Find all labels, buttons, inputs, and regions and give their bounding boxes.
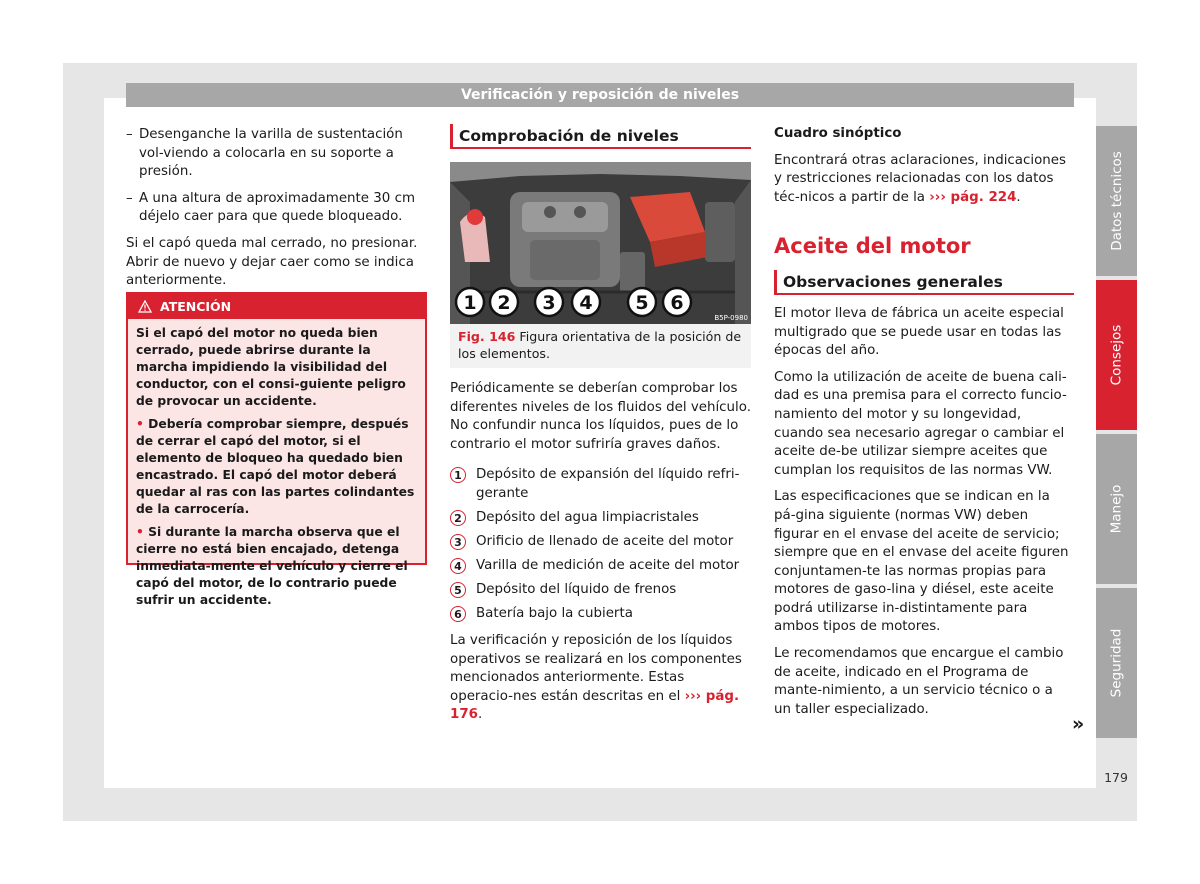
figure-marker-4 bbox=[572, 288, 600, 316]
tab-datos-tecnicos[interactable] bbox=[1096, 126, 1137, 276]
number-marker: 3 bbox=[450, 534, 466, 550]
tab-label: Manejo bbox=[1108, 484, 1125, 534]
list-item bbox=[450, 605, 751, 624]
warning-bullet-text: Si durante la marcha observa que el cierre no está bien encajado, detenga inmediata-mente el vehículo y cierre el capó del motor, de lo contrario puede sufrir un accidente. bbox=[136, 525, 408, 607]
chapter-title: Aceite del motor bbox=[774, 234, 971, 259]
svg-text:4: 4 bbox=[579, 292, 593, 314]
figure-label: Fig. 146 bbox=[458, 329, 516, 344]
tab-label: Seguridad bbox=[1108, 628, 1125, 698]
tab-label: Consejos bbox=[1108, 324, 1125, 386]
warning-intro: Si el capó del motor no queda bien cerrado, puede abrirse durante la marcha impidiendo la visibilidad del conductor, con el consi-guiente peligro de provocar un accidente. bbox=[136, 326, 406, 408]
list-item-text: Depósito de expansión del líquido refri-gerante bbox=[476, 467, 740, 501]
figure-caption bbox=[450, 324, 751, 368]
bullet-marker: • bbox=[136, 525, 144, 539]
warning-title: ATENCIÓN bbox=[160, 298, 232, 314]
page-number: 179 bbox=[1104, 770, 1128, 785]
warning-triangle-icon bbox=[138, 300, 152, 313]
paragraph-end: . bbox=[1016, 189, 1021, 205]
column-left bbox=[126, 126, 427, 299]
tab-seguridad[interactable] bbox=[1096, 588, 1137, 738]
dash-marker: – bbox=[126, 127, 133, 142]
paragraph: Periódicamente se deberían comprobar los diferentes niveles de los fluidos del vehículo. No confundir nunca los líquidos, pues de lo contrario el motor sufriría graves daños. bbox=[450, 381, 751, 452]
page-reference-link[interactable]: ››› pág. 224 bbox=[929, 189, 1017, 205]
paragraph-end: . bbox=[477, 707, 483, 723]
paragraph: Como la utilización de aceite de buena cali-dad es una premisa para el correcto funcio-namiento del motor y su longevidad, cuando sea necesario agregar o cambiar el aceite de-be utilizar siempre aceites que cumplan los requisitos de las normas VW. bbox=[774, 369, 1067, 478]
list-item bbox=[450, 466, 751, 503]
svg-text:6: 6 bbox=[670, 292, 684, 314]
warning-bullet bbox=[136, 416, 417, 518]
figure-marker-5 bbox=[628, 288, 656, 316]
figure-marker-2 bbox=[490, 288, 518, 316]
list-item-text: Orificio de llenado de aceite del motor bbox=[476, 534, 734, 550]
paragraph: Si el capó queda mal cerrado, no presionar. Abrir de nuevo y dejar caer como se indica anteriormente. bbox=[126, 235, 418, 289]
numbered-list bbox=[450, 466, 751, 624]
dash-item bbox=[126, 126, 427, 182]
figure-caption-text: Figura orientativa de la posición de los elementos. bbox=[458, 329, 742, 361]
dash-item bbox=[126, 190, 427, 227]
number-marker: 1 bbox=[450, 467, 466, 483]
continue-mark: » bbox=[1072, 713, 1085, 735]
figure-marker-6 bbox=[663, 288, 691, 316]
svg-text:1: 1 bbox=[463, 292, 477, 314]
list-item-text: Depósito del agua limpiacristales bbox=[476, 510, 699, 526]
svg-text:2: 2 bbox=[497, 292, 511, 314]
column-right bbox=[774, 125, 1074, 727]
list-item-text: Batería bajo la cubierta bbox=[476, 606, 633, 622]
column-middle-head bbox=[450, 124, 751, 149]
page-reference-link[interactable]: ››› pág. 176 bbox=[450, 688, 740, 723]
section-heading: Comprobación de niveles bbox=[450, 124, 751, 149]
warning-header bbox=[128, 294, 425, 319]
engine-bay-illustration bbox=[450, 162, 751, 324]
list-item bbox=[450, 509, 751, 528]
list-item-text: Varilla de medición de aceite del motor bbox=[476, 558, 740, 574]
paragraph-text: Encontrará otras aclaraciones, indicaciones y restricciones relacionadas con los datos téc-nicos a partir de la bbox=[774, 152, 1066, 205]
svg-text:5: 5 bbox=[635, 292, 649, 314]
svg-text:3: 3 bbox=[542, 292, 556, 314]
figure-marker-3 bbox=[535, 288, 563, 316]
tab-consejos[interactable] bbox=[1096, 280, 1137, 430]
paragraph bbox=[450, 632, 751, 725]
paragraph: El motor lleva de fábrica un aceite especial multigrado que se puede usar en todas las épocas del año. bbox=[774, 305, 1064, 359]
list-item bbox=[450, 533, 751, 552]
paragraph-text: La verificación y reposición de los líquidos operativos se realizará en los componentes mencionados anteriormente. Estas operacio-nes están descritas en el bbox=[450, 633, 742, 704]
warning-bullet-text: Debería comprobar siempre, después de cerrar el capó del motor, si el elemento de bloqueo ha quedado bien encastrado. El capó del motor deberá quedar al ras con las partes colindantes de la carrocería. bbox=[136, 417, 415, 516]
number-marker: 4 bbox=[450, 558, 466, 574]
column-middle bbox=[450, 380, 751, 733]
paragraph bbox=[774, 152, 1074, 208]
figure-marker-1 bbox=[456, 288, 484, 316]
list-item-text: Depósito del líquido de frenos bbox=[476, 582, 677, 598]
dash-marker: – bbox=[126, 190, 133, 206]
dash-item-text: A una altura de aproximadamente 30 cm déjelo caer para que quede bloqueado. bbox=[139, 190, 415, 225]
subsection-heading: Cuadro sinóptico bbox=[774, 126, 902, 141]
figure-code: B5P-0980 bbox=[714, 314, 748, 322]
number-marker: 2 bbox=[450, 510, 466, 526]
number-marker: 5 bbox=[450, 582, 466, 598]
tab-manejo[interactable] bbox=[1096, 434, 1137, 584]
bullet-marker: • bbox=[136, 417, 144, 431]
number-marker: 6 bbox=[450, 606, 466, 622]
tab-label: Datos técnicos bbox=[1108, 151, 1125, 251]
warning-bullet bbox=[136, 524, 417, 609]
list-item bbox=[450, 557, 751, 576]
section-heading: Observaciones generales bbox=[774, 270, 1074, 295]
paragraph: Le recomendamos que encargue el cambio de aceite, indicado en el Programa de mante-nimiento, a un servicio técnico o a un taller especializado. bbox=[774, 646, 1064, 717]
warning-body bbox=[128, 319, 425, 609]
paragraph: Las especificaciones que se indican en la pá-gina siguiente (normas VW) deben figurar en el envase del aceite de servicio; siempre que en el envase del aceite figuren conjuntamen-te las normas propias para motores de gaso-lina y diésel, este aceite podrá utilizarse in-distintamente para ambos tipos de motores. bbox=[774, 489, 1069, 635]
dash-item-text: Desenganche la varilla de sustentación vol-viendo a colocarla en su soporte a presión. bbox=[139, 127, 403, 180]
section-header: Verificación y reposición de niveles bbox=[126, 83, 1074, 107]
list-item bbox=[450, 581, 751, 600]
warning-box bbox=[126, 292, 427, 607]
engine-figure bbox=[450, 162, 751, 324]
